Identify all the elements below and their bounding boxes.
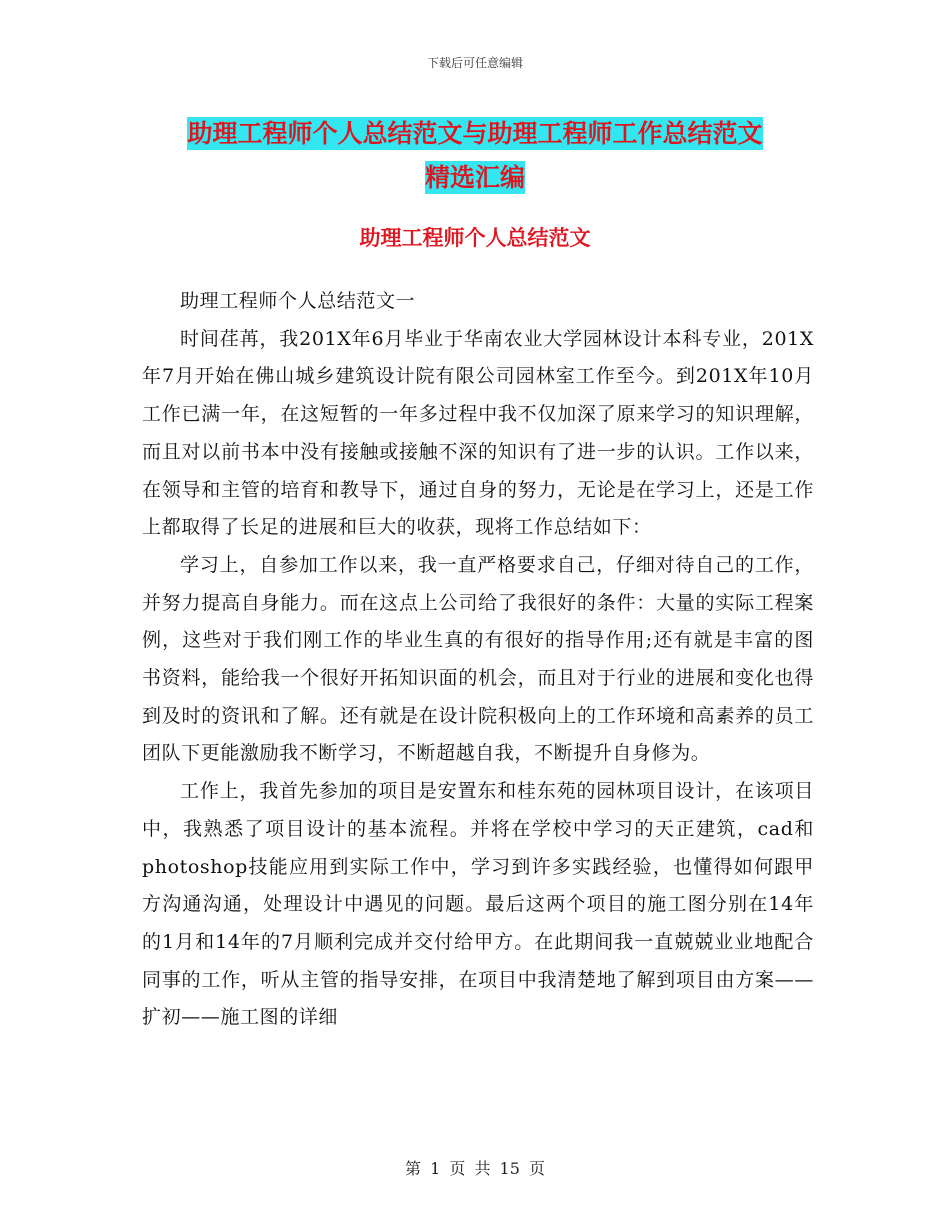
paragraph: 时间荏苒，我201X年6月毕业于华南农业大学园林设计本科专业，201X年7月开始在佛山城乡建筑设计院有限公司园林室工作至今。到201X年10月工作已满一年，在这短暂的一年多过程中我不仅加深了原来学习的知识理解，而且对以前书本中没有接触或接触不深的知识有了进一步的认识。工作以来，在领导和主管的培育和教导下，通过自身的努力，无论是在学习上，还是工作上都取得了长足的进展和巨大的收获，现将工作总结如下： — [142, 327, 814, 539]
paragraph-subheading: 助理工程师个人总结范文一 — [180, 290, 416, 312]
document-title — [0, 112, 950, 200]
page-footer: 第 1 页 共 15 页 — [405, 1159, 545, 1178]
section-title: 助理工程师个人总结范文 — [359, 225, 591, 250]
document-title-line-2: 精选汇编 — [424, 163, 525, 192]
body-text — [142, 283, 814, 1037]
header-note: 下载后可任意编辑 — [426, 56, 523, 70]
paragraph: 工作上，我首先参加的项目是安置东和桂东苑的园林项目设计，在该项目中，我熟悉了项目设计的基本流程。并将在学校中学习的天正建筑，cad和photoshop技能应用到实际工作中，学习到许多实践经验，也懂得如何跟甲方沟通沟通，处理设计中遇见的问题。最后这两个项目的施工图分别在14年的1月和14年的7月顺利完成并交付给甲方。在此期间我一直兢兢业业地配合同事的工作，听从主管的指导安排，在项目中我清楚地了解到项目由方案——扩初——施工图的详细 — [142, 780, 814, 1029]
paragraph: 学习上，自参加工作以来，我一直严格要求自己，仔细对待自己的工作，并努力提高自身能力。而在这点上公司给了我很好的条件：大量的实际工程案例，这些对于我们刚工作的毕业生真的有很好的指导作用;还有就是丰富的图书资料，能给我一个很好开拓知识面的机会，而且对于行业的进展和变化也得到及时的资讯和了解。还有就是在设计院积极向上的工作环境和高素养的员工团队下更能激励我不断学习，不断超越自我，不断提升自身修为。 — [142, 553, 814, 765]
document-title-line-1: 助理工程师个人总结范文与助理工程师工作总结范文 — [187, 119, 763, 148]
